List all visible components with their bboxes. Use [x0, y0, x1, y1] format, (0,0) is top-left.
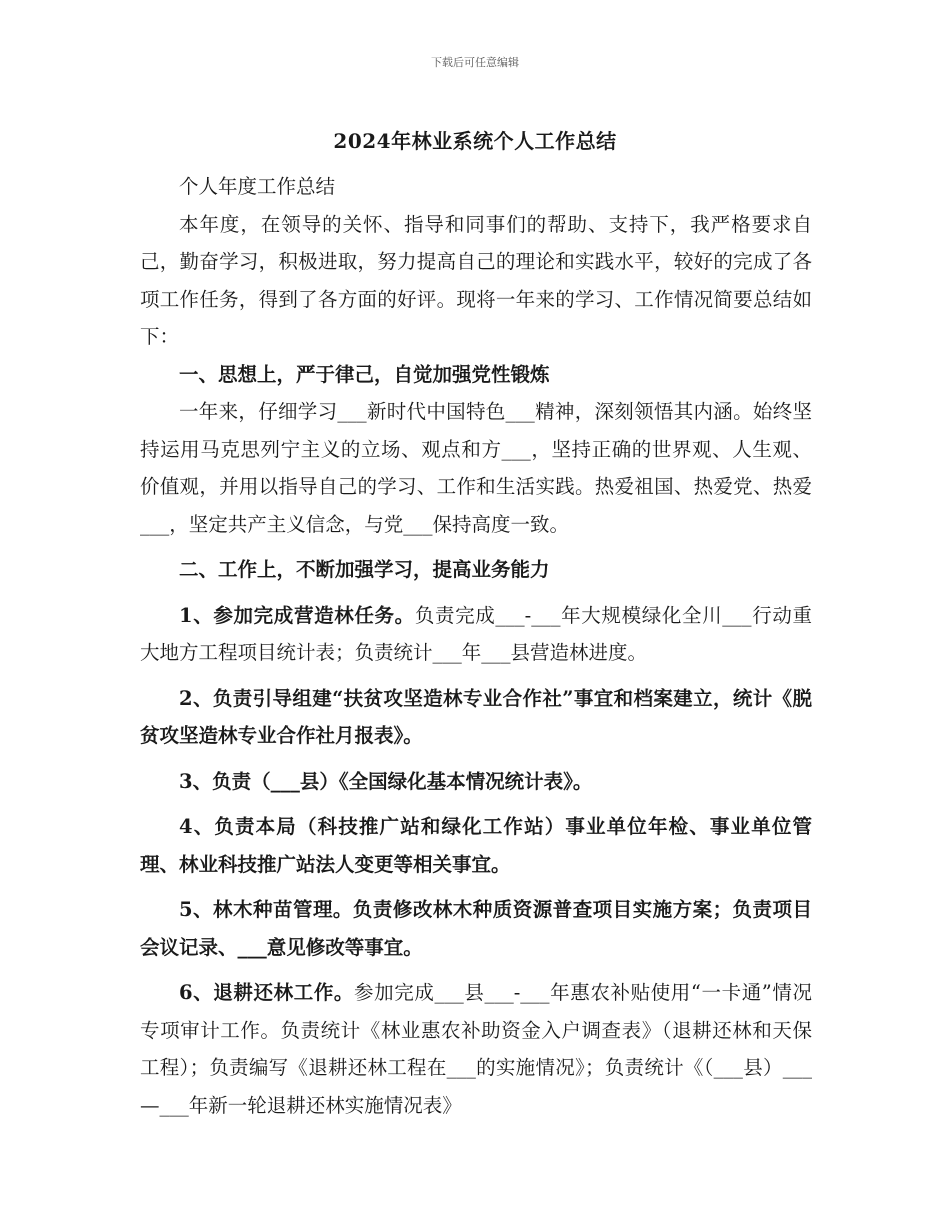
section-heading-2: 二、工作上，不断加强学习，提高业务能力 — [179, 558, 550, 581]
work-item-1 — [140, 597, 812, 672]
intro-paragraph: 本年度，在领导的关怀、指导和同事们的帮助、支持下，我严格要求自己，勤奋学习，积极进取，努力提高自己的理论和实践水平，较好的完成了各项工作任务，得到了各方面的好评。现将一年来的学习、工作情况简要总结如下： — [140, 212, 812, 348]
ideology-paragraph: 一年来，仔细学习___新时代中国特色___精神，深刻领悟其内涵。始终坚持运用马克思列宁主义的立场、观点和方___，坚持正确的世界观、人生观、价值观，并用以指导自己的学习、工作和生活实践。热爱祖国、热爱党、热爱___，坚定共产主义信念，与党___保持高度一致。 — [140, 400, 812, 536]
work-item-1-title: 1、参加完成营造林任务。 — [179, 603, 415, 627]
work-item-6 — [140, 974, 812, 1124]
page-header-note: 下载后可任意编辑 — [431, 56, 519, 69]
work-item-6-text: 参加完成___县___-___年惠农补贴使用“一卡通”情况专项审计工作。负责统计《林业惠农补助资金入户调查表》（退耕还林和天保工程）；负责编写《退耕还林工程在___的实施情况》；负责统计《（___县）___—___年新一轮退耕还林实施情况表》 — [140, 981, 812, 1117]
section-heading-1: 一、思想上，严于律己，自觉加强党性锻炼 — [179, 362, 550, 386]
work-item-4: 4、负责本局（科技推广站和绿化工作站）事业单位年检、事业单位管理、林业科技推广站法人变更等相关事宜。 — [140, 815, 812, 876]
work-item-6-title: 6、退耕还林工作。 — [179, 981, 355, 1004]
work-item-2: 2、负责引导组建“扶贫攻坚造林专业合作社”事宜和档案建立，统计《脱贫攻坚造林专业合作社月报表》。 — [140, 686, 812, 747]
subtitle-paragraph: 个人年度工作总结 — [179, 175, 336, 198]
work-item-3: 3、负责（___县）《全国绿化基本情况统计表》。 — [179, 769, 593, 793]
document-body — [140, 168, 812, 1124]
work-item-1-text: 负责完成___-___年大规模绿化全川___行动重大地方工程项目统计表；负责统计___年___县营造林进度。 — [140, 603, 812, 664]
work-item-5: 5、林木种苗管理。负责修改林木种质资源普查项目实施方案；负责项目会议记录、___意见修改等事宜。 — [140, 898, 812, 959]
document-title: 2024年林业系统个人工作总结 — [333, 129, 617, 153]
